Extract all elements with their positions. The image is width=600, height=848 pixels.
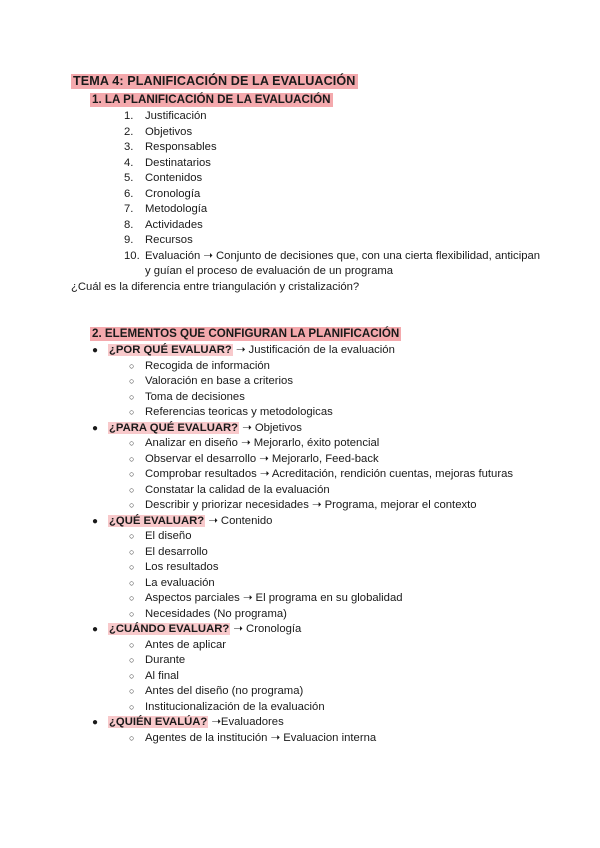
list-number: 6. bbox=[124, 187, 134, 200]
list-number: 1. bbox=[124, 110, 134, 122]
bullet-icon: ● bbox=[92, 422, 99, 434]
sub-list-item bbox=[108, 452, 520, 468]
group-heading bbox=[108, 715, 520, 731]
circle-bullet-icon: ○ bbox=[129, 453, 135, 464]
circle-bullet-icon: ○ bbox=[129, 686, 135, 696]
planning-item bbox=[124, 140, 544, 156]
list-item-text: Metodología bbox=[145, 203, 208, 215]
list-number: 2. bbox=[124, 125, 134, 138]
sub-list-item bbox=[108, 607, 520, 623]
sub-list-item bbox=[108, 560, 520, 576]
group-question: ¿QUÉ EVALUAR? bbox=[109, 514, 205, 527]
section-1-heading: 1. LA PLANIFICACIÓN DE LA EVALUACIÓN bbox=[92, 93, 331, 106]
element-group bbox=[90, 421, 520, 514]
group-heading bbox=[108, 622, 520, 638]
sub-list-item bbox=[108, 545, 520, 561]
sub-list-item bbox=[108, 529, 520, 545]
sub-list-item bbox=[108, 591, 520, 607]
planning-item bbox=[124, 249, 544, 280]
sub-list bbox=[108, 731, 520, 747]
group-description: ➝ Objetivos bbox=[239, 421, 302, 434]
bullet-icon: ● bbox=[92, 624, 99, 635]
sub-item-text: Aspectos parciales ➝ El programa en su globalidad bbox=[145, 592, 403, 604]
planning-item bbox=[124, 233, 544, 249]
sub-item-text: Antes de aplicar bbox=[145, 638, 227, 651]
circle-bullet-icon: ○ bbox=[129, 701, 135, 712]
sub-item-text: Agentes de la institución ➝ Evaluacion interna bbox=[145, 731, 377, 744]
bullet-icon: ● bbox=[92, 345, 99, 356]
circle-bullet-icon: ○ bbox=[129, 376, 135, 386]
list-number: 10. bbox=[124, 249, 140, 262]
sub-item-text: Referencias teoricas y metodologicas bbox=[145, 406, 333, 418]
sub-list-item bbox=[108, 467, 520, 483]
sub-item-text: Al final bbox=[145, 669, 179, 682]
group-question: ¿QUIÉN EVALÚA? bbox=[109, 716, 208, 728]
sub-list-item bbox=[108, 669, 520, 685]
sub-item-text: Los resultados bbox=[145, 561, 219, 573]
circle-bullet-icon: ○ bbox=[129, 531, 135, 541]
list-number: 7. bbox=[124, 203, 134, 215]
circle-bullet-icon: ○ bbox=[129, 577, 135, 588]
planning-list bbox=[124, 109, 544, 280]
sub-item-text: Antes del diseño (no programa) bbox=[145, 685, 304, 697]
circle-bullet-icon: ○ bbox=[129, 655, 135, 665]
list-number: 5. bbox=[124, 172, 134, 184]
planning-item bbox=[124, 202, 544, 218]
sub-item-text: Observar el desarrollo ➝ Mejorarlo, Feed-back bbox=[145, 452, 379, 465]
group-heading bbox=[108, 343, 520, 359]
sub-item-text: La evaluación bbox=[145, 576, 215, 589]
list-number: 8. bbox=[124, 218, 134, 231]
element-group bbox=[90, 343, 520, 421]
circle-bullet-icon: ○ bbox=[129, 546, 135, 557]
sub-list-item bbox=[108, 374, 520, 390]
circle-bullet-icon: ○ bbox=[129, 469, 135, 479]
sub-item-text: Durante bbox=[145, 654, 186, 666]
element-group bbox=[90, 514, 520, 623]
group-heading bbox=[108, 514, 520, 530]
sub-list-item bbox=[108, 576, 520, 592]
circle-bullet-icon: ○ bbox=[129, 438, 135, 448]
list-item-text: Justificación bbox=[145, 110, 207, 122]
sub-item-text: Describir y priorizar necesidades ➝ Programa, mejorar el contexto bbox=[145, 499, 477, 511]
list-item-text: Evaluación ➝ Conjunto de decisiones que, con una cierta flexibilidad, anticipan y guían el proceso de evaluación de un programa bbox=[145, 249, 541, 277]
element-group bbox=[90, 622, 520, 715]
planning-item bbox=[124, 156, 544, 172]
sub-item-text: El diseño bbox=[145, 530, 192, 542]
circle-bullet-icon: ○ bbox=[129, 593, 135, 603]
circle-bullet-icon: ○ bbox=[129, 500, 135, 510]
list-item-text: Responsables bbox=[145, 141, 217, 153]
sub-list-item bbox=[108, 498, 520, 514]
circle-bullet-icon: ○ bbox=[129, 407, 135, 417]
sub-item-text: Constatar la calidad de la evaluación bbox=[145, 483, 330, 496]
sub-item-text: Necesidades (No programa) bbox=[145, 607, 287, 620]
group-question: ¿PARA QUÉ EVALUAR? bbox=[109, 421, 239, 434]
bullet-icon: ● bbox=[92, 515, 99, 527]
sub-item-text: Analizar en diseño ➝ Mejorarlo, éxito potencial bbox=[145, 437, 380, 449]
list-number: 4. bbox=[124, 156, 134, 169]
sub-list-item bbox=[108, 405, 520, 421]
section-2-heading: 2. ELEMENTOS QUE CONFIGURAN LA PLANIFICACIÓN bbox=[92, 327, 400, 340]
circle-bullet-icon: ○ bbox=[129, 608, 135, 619]
circle-bullet-icon: ○ bbox=[129, 670, 135, 681]
sub-list-item bbox=[108, 359, 520, 375]
list-item-text: Recursos bbox=[145, 234, 193, 246]
circle-bullet-icon: ○ bbox=[129, 391, 135, 402]
sub-list-item bbox=[108, 390, 520, 406]
group-description: ➝ Contenido bbox=[205, 514, 273, 527]
circle-bullet-icon: ○ bbox=[129, 732, 135, 743]
question-text: ¿Cuál es la diferencia entre triangulación y cristalización? bbox=[71, 281, 360, 293]
list-item-text: Cronología bbox=[145, 187, 201, 200]
sub-list-item bbox=[108, 653, 520, 669]
sub-list bbox=[108, 529, 520, 622]
elements-list bbox=[90, 343, 520, 746]
sub-list-item bbox=[108, 638, 520, 654]
page-title: TEMA 4: PLANIFICACIÓN DE LA EVALUACIÓN bbox=[73, 74, 356, 88]
list-item-text: Actividades bbox=[145, 218, 203, 231]
group-question: ¿CUÁNDO EVALUAR? bbox=[109, 623, 230, 635]
sub-list-item bbox=[108, 700, 520, 716]
bullet-icon: ● bbox=[92, 717, 99, 728]
planning-item bbox=[124, 109, 544, 125]
list-item-text: Contenidos bbox=[145, 172, 203, 184]
list-item-text: Destinatarios bbox=[145, 156, 211, 169]
sub-item-text: Comprobar resultados ➝ Acreditación, rendición cuentas, mejoras futuras bbox=[145, 468, 514, 480]
circle-bullet-icon: ○ bbox=[129, 484, 135, 495]
planning-item bbox=[124, 218, 544, 234]
group-heading bbox=[108, 421, 520, 437]
sub-item-text: Institucionalización de la evaluación bbox=[145, 700, 325, 713]
list-number: 3. bbox=[124, 141, 134, 153]
sub-list-item bbox=[108, 731, 520, 747]
sub-list bbox=[108, 436, 520, 514]
sub-list bbox=[108, 359, 520, 421]
sub-item-text: Recogida de información bbox=[145, 359, 270, 372]
element-group bbox=[90, 715, 520, 746]
planning-item bbox=[124, 125, 544, 141]
sub-item-text: Valoración en base a criterios bbox=[145, 375, 293, 387]
planning-item bbox=[124, 187, 544, 203]
sub-list bbox=[108, 638, 520, 716]
list-item-text: Objetivos bbox=[145, 125, 193, 138]
sub-list-item bbox=[108, 684, 520, 700]
sub-item-text: Toma de decisiones bbox=[145, 390, 245, 403]
group-description: ➝ Cronología bbox=[230, 623, 302, 635]
list-number: 9. bbox=[124, 234, 134, 246]
sub-item-text: El desarrollo bbox=[145, 545, 208, 558]
planning-item bbox=[124, 171, 544, 187]
group-description: ➝ Justificación de la evaluación bbox=[232, 344, 395, 356]
sub-list-item bbox=[108, 483, 520, 499]
group-question: ¿POR QUÉ EVALUAR? bbox=[109, 344, 232, 356]
circle-bullet-icon: ○ bbox=[129, 639, 135, 650]
group-description: ➝Evaluadores bbox=[208, 716, 284, 728]
circle-bullet-icon: ○ bbox=[129, 360, 135, 371]
sub-list-item bbox=[108, 436, 520, 452]
circle-bullet-icon: ○ bbox=[129, 562, 135, 572]
